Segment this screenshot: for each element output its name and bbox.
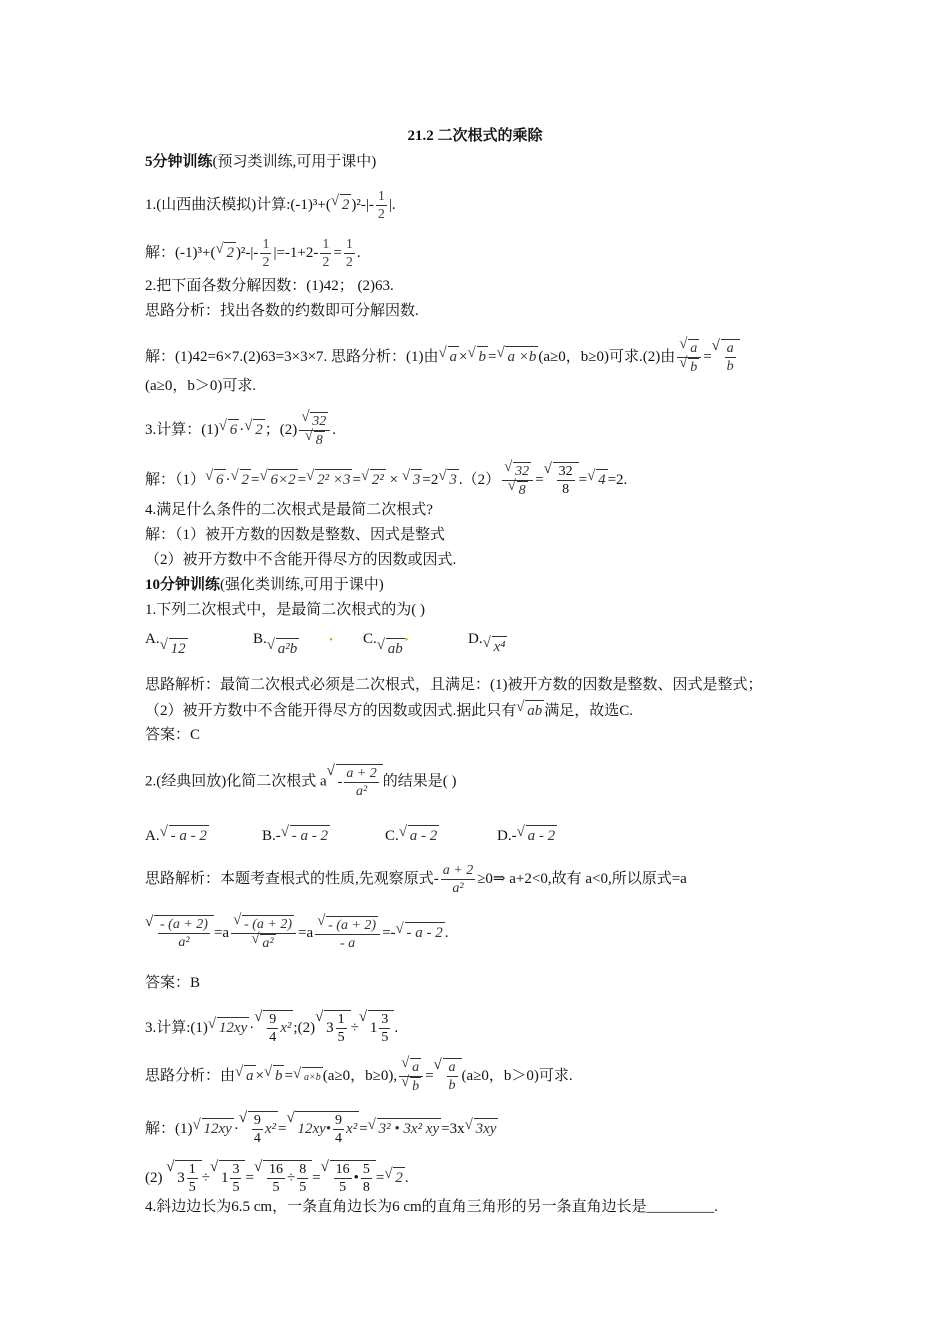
a-text: =	[245, 1169, 254, 1186]
sqrt: √ 6	[214, 469, 226, 490]
hint-text: (a≥0，b≥0),	[322, 1067, 398, 1084]
sqrt-frac	[336, 764, 383, 800]
problem-1-answer: 答案：C	[145, 727, 201, 743]
a-text: 解：(1)	[145, 1120, 193, 1137]
hint-text: 思路分析：由	[145, 1067, 236, 1084]
numerator: √ 9	[269, 1012, 277, 1027]
sqrt: √ 2² ×3	[315, 469, 352, 490]
q-text: ·	[239, 421, 245, 438]
option-c[interactable]	[385, 825, 439, 846]
page-title: 21.2 二次根式的乘除	[407, 128, 543, 144]
a-text: 解：(1)42=6×7.(2)63=3×3×7. 思路分析：(1)由	[145, 348, 439, 365]
sqrt-frac	[263, 1010, 293, 1046]
var: x²	[280, 1019, 292, 1036]
sqrt: √ 2	[224, 242, 236, 263]
sqrt-frac	[154, 915, 214, 951]
problem-2	[145, 764, 457, 800]
sqrt: √ ab	[386, 638, 405, 659]
fraction	[260, 236, 271, 271]
fraction	[315, 916, 380, 952]
option-d[interactable]	[497, 825, 557, 846]
deriv-text: =a	[213, 924, 230, 941]
option-c[interactable]	[363, 628, 409, 657]
sqrt-frac	[443, 1058, 462, 1094]
problem-2-derivation	[145, 915, 449, 952]
whole: 1	[220, 1169, 229, 1186]
answer-2-cond: (a≥0，b＞0)可求.	[145, 378, 257, 394]
sqrt: √ b	[273, 1065, 285, 1086]
problem-2-answer: 答案：B	[145, 975, 201, 991]
sqrt: √ a	[410, 1058, 421, 1076]
sqrt: √ ab	[525, 700, 544, 721]
denominator: a²	[452, 881, 464, 896]
q-text: ÷	[350, 1019, 359, 1036]
section-head: 10分钟训练	[145, 577, 221, 593]
question-4: 4.满足什么条件的二次根式是最简二次根式?	[145, 502, 433, 518]
sqrt: √ - a - 2	[169, 825, 209, 846]
problem-1-options	[145, 628, 545, 658]
a-text: =	[488, 348, 497, 365]
problem-3	[145, 1010, 398, 1046]
a-text: =2	[422, 471, 439, 488]
sqrt: √ 3	[411, 469, 423, 490]
sqrt: √ 6	[228, 419, 240, 440]
sqrt: √ 4	[596, 469, 608, 490]
sqrt-frac	[721, 339, 740, 375]
numerator: √ 9	[253, 1113, 261, 1128]
answer-4-1: 解：（1）被开方数的因数是整数、因式是整式	[145, 527, 446, 543]
a-text: =	[312, 1169, 321, 1186]
sqrt-frac	[248, 1111, 278, 1147]
whole: 3	[326, 1019, 334, 1036]
sqrt: √ 8	[517, 481, 528, 499]
sqrt: √ a	[448, 346, 460, 367]
sqrt: √ 2	[340, 194, 352, 215]
option-label: B.-	[262, 828, 281, 844]
sqrt: √ b	[688, 358, 699, 376]
sqrt: √ 2²	[370, 469, 386, 490]
sqrt: √ a	[688, 339, 699, 357]
hint-2: 思路分析：找出各数的约数即可分解因数.	[145, 303, 419, 319]
fraction	[299, 412, 330, 449]
problem-1-hint-2	[145, 700, 633, 721]
sqrt: √ - a - 2	[290, 825, 330, 846]
sqrt: √ 12xy	[202, 1118, 234, 1139]
op: ÷	[286, 1169, 296, 1186]
question-3	[145, 412, 336, 449]
denominator: 5	[232, 1180, 240, 1195]
a-text: =	[352, 471, 361, 488]
q-text: 1.(山西曲沃模拟)计算:(-1)³+(	[145, 196, 331, 213]
numerator: 3	[232, 1162, 240, 1177]
q-text: )²-|-	[351, 196, 374, 213]
sqrt: √ 2	[240, 469, 252, 490]
question-2: 2.把下面各数分解因数：(1)42； (2)63.	[145, 278, 394, 294]
sqrt-mixed	[324, 1010, 351, 1046]
hint-text: =	[284, 1067, 293, 1084]
a-text: 解：(-1)³+(	[145, 244, 216, 261]
a-text: (a≥0，b≥0)可求.(2)由	[538, 348, 676, 365]
option-label: C.	[363, 631, 377, 647]
denominator: 2	[262, 255, 270, 270]
q-text: ·	[249, 1019, 255, 1036]
numerator: a + 2	[346, 766, 377, 781]
a-text: =3x	[441, 1120, 465, 1137]
problem-1: 1.下列二次根式中，是最简二次根式的为( )	[145, 602, 425, 618]
hint-text: 思路解析：本题考查根式的性质,先观察原式-	[145, 870, 439, 887]
hint-text: （2）被开方数中不含能开得尽方的因数或因式.据此只有	[145, 703, 517, 719]
numerator: 8	[299, 1162, 307, 1177]
numerator: 1	[188, 1162, 196, 1177]
numerator: 1	[345, 237, 353, 252]
a-text: ×	[459, 348, 468, 365]
sqrt: √ a - 2	[408, 825, 440, 846]
mark-dot: •	[329, 635, 333, 646]
denominator: - a	[340, 935, 356, 951]
denominator: 4	[253, 1131, 261, 1146]
sqrt: √ 3² • 3x² xy	[377, 1118, 441, 1139]
sqrt-mixed	[219, 1160, 246, 1196]
denominator: 2	[345, 255, 353, 270]
a-text: )²-|-	[235, 244, 259, 261]
fraction	[502, 462, 533, 499]
q-text: 的结果是( )	[382, 773, 457, 790]
sqrt: √ b	[410, 1077, 421, 1095]
sqrt: √ 6×2	[268, 469, 297, 490]
denominator: b	[726, 359, 734, 374]
sqrt: √ a ×b	[505, 346, 538, 367]
whole: 3	[177, 1169, 185, 1186]
problem-3-answer-1	[145, 1111, 498, 1147]
answer-3: 解：（1）√ 6 ·√ 2 =√ 6×2 =√ 2² ×3 =√ 2² × √ 3 =2√ 3 .（2） √ 32 √ 8 = √ $\frac{32}{8}$ =√ 4 =2.	[145, 462, 627, 499]
denominator: 8	[362, 1180, 370, 1195]
numerator: a + 2	[442, 863, 474, 878]
option-label: A.	[145, 828, 160, 844]
section-head: 5分钟训练	[145, 154, 213, 170]
sqrt: √ 2	[253, 419, 265, 440]
section-sub: (强化类训练,可用于课中)	[220, 577, 384, 593]
sqrt-frac	[263, 1160, 312, 1196]
denominator: 5	[339, 1180, 347, 1195]
op: •	[353, 1169, 359, 1186]
problem-3-hint	[145, 1058, 573, 1095]
whole: 1	[369, 1019, 378, 1036]
sqrt: √ a²	[260, 934, 275, 952]
a-text: .	[356, 244, 361, 261]
q-text: 3.计算:(1)	[145, 1019, 208, 1036]
option-label: D.	[468, 631, 483, 647]
a-text: =	[251, 471, 260, 488]
numerator: 1	[262, 237, 270, 252]
q-text: 2.(经典回放)化简二次根式 a	[145, 773, 327, 790]
numerator: √ 16	[268, 1162, 283, 1177]
sqrt-frac	[295, 1111, 359, 1147]
a-text: =	[277, 1120, 287, 1137]
q-text: .	[394, 1019, 399, 1036]
hint-text: ×	[255, 1067, 264, 1084]
var: x²	[346, 1120, 358, 1137]
a-text: ·	[225, 471, 231, 488]
option-a[interactable]	[145, 628, 188, 657]
numerator: √ - (a + 2)	[160, 917, 208, 932]
a-text: =	[703, 348, 712, 365]
denominator: 4	[335, 1131, 343, 1146]
sqrt-mixed	[368, 1010, 395, 1046]
fraction	[441, 862, 475, 897]
question-1	[145, 188, 396, 223]
sqrt-mixed	[175, 1160, 202, 1196]
fraction	[231, 915, 296, 952]
sqrt: √ 3	[447, 469, 459, 490]
q-text: ；(2)	[264, 421, 298, 438]
numerator: 1	[377, 189, 385, 204]
option-label: A.	[145, 631, 160, 647]
a-text: 解：（1）	[145, 471, 206, 488]
hint-text: =	[425, 1067, 434, 1084]
option-label: C.	[385, 828, 399, 844]
problem-2-hint	[145, 862, 687, 897]
numerator: 1	[322, 237, 330, 252]
hint-text: ≥0⇒ a+2<0,故有 a<0,所以原式=a	[477, 870, 687, 887]
sqrt: √ - (a + 2)	[242, 915, 294, 933]
numerator: 5	[362, 1162, 370, 1177]
sqrt: √ 8	[314, 431, 325, 449]
hint-text: 满足，故选C.	[544, 703, 634, 719]
option-label: D.-	[497, 828, 517, 844]
sqrt: √ a	[244, 1065, 256, 1086]
option-label: B.	[253, 631, 267, 647]
var: x²	[264, 1120, 276, 1137]
q-text: .	[332, 421, 336, 438]
answer-4-2: （2）被开方数中不含能开得尽方的因数或因式.	[145, 552, 457, 568]
numerator: 9	[335, 1113, 343, 1128]
denominator: 5	[337, 1030, 345, 1045]
denominator: 5	[299, 1180, 307, 1195]
option-d[interactable]	[468, 628, 507, 655]
sqrt: √ x⁴	[492, 636, 508, 657]
numerator: √ a	[726, 341, 734, 356]
a-text: =	[359, 1120, 368, 1137]
numerator: 3	[381, 1012, 389, 1027]
fraction	[376, 188, 387, 223]
numerator: √ a	[448, 1060, 456, 1075]
mark-dot: •	[404, 635, 409, 646]
numerator: √ 32	[558, 464, 573, 479]
sqrt: √ 32	[310, 412, 328, 430]
fraction	[399, 1058, 423, 1095]
sqrt: √ b	[477, 346, 489, 367]
term: 12xy•	[297, 1120, 332, 1137]
denominator: 4	[269, 1030, 277, 1045]
a-text: ·	[233, 1120, 239, 1137]
sqrt: √ 2	[393, 1167, 405, 1188]
q-text: ;(2)	[293, 1019, 316, 1036]
option-b[interactable]	[262, 825, 330, 846]
answer-2	[145, 339, 740, 376]
q-text: |.	[388, 196, 396, 213]
numerator: 1	[337, 1012, 345, 1027]
q-text: 3.计算：(1)	[145, 421, 219, 438]
problem-3-answer-2	[145, 1160, 409, 1196]
a-text: =2.	[607, 471, 628, 488]
sqrt-frac	[553, 462, 579, 498]
a-text: =	[375, 1169, 385, 1186]
sqrt: √ 12	[169, 638, 188, 659]
denominator: 5	[272, 1180, 280, 1195]
denominator: b	[448, 1078, 456, 1093]
a-text: (2)	[145, 1169, 163, 1186]
deriv-text: =a	[298, 924, 314, 941]
a-text: |=-1+2-	[273, 244, 319, 261]
option-a[interactable]	[145, 825, 209, 846]
problem-1-hint-1: 思路解析：最简二次根式必须是二次根式，且满足：(1)被开方数的因数是整数、因式是整式；	[145, 677, 763, 693]
sqrt: √ - a - 2	[405, 922, 445, 943]
a-text: =	[535, 471, 544, 488]
denominator: 5	[188, 1180, 196, 1195]
fraction	[677, 339, 701, 376]
sqrt: √ 12xy	[217, 1017, 249, 1038]
a-text: =	[297, 471, 307, 488]
fraction	[344, 236, 355, 271]
denominator: a²	[355, 784, 368, 799]
sqrt: √ 3xy	[474, 1118, 499, 1139]
sqrt-frac	[330, 1160, 376, 1196]
a-text: =	[578, 471, 588, 488]
deriv-text: =-	[382, 924, 396, 941]
a-text: ÷	[201, 1169, 210, 1186]
hint-text: (a≥0，b＞0)可求.	[461, 1067, 573, 1084]
option-b[interactable]	[253, 628, 333, 657]
a-text: .（2）	[458, 471, 501, 488]
answer-1	[145, 236, 361, 271]
fraction	[320, 236, 331, 271]
section-5min	[145, 152, 376, 172]
section-sub: (预习类训练,可用于课中)	[212, 154, 377, 170]
problem-4: 4.斜边边长为6.5 cm，一条直角边长为6 cm的直角三角形的另一条直角边长是_________.	[145, 1199, 718, 1215]
numerator: √ 16	[335, 1162, 350, 1177]
denominator: a²	[178, 935, 190, 950]
problem-2-options	[145, 825, 645, 845]
neg-sign: -	[337, 774, 343, 790]
sqrt: √ a×b	[302, 1067, 323, 1088]
denominator: 2	[377, 207, 385, 222]
denominator: 2	[322, 255, 330, 270]
deriv-text: .	[444, 924, 449, 941]
a-text: .	[404, 1169, 409, 1186]
sqrt: √ a²b	[276, 638, 300, 659]
sqrt: √ 32	[513, 462, 531, 480]
a-text: =	[333, 244, 342, 261]
denominator: 5	[381, 1030, 389, 1045]
sqrt: √ a - 2	[526, 825, 558, 846]
sqrt: √ - (a + 2)	[326, 916, 378, 934]
section-10min	[145, 575, 384, 595]
denominator: 8	[562, 482, 570, 497]
